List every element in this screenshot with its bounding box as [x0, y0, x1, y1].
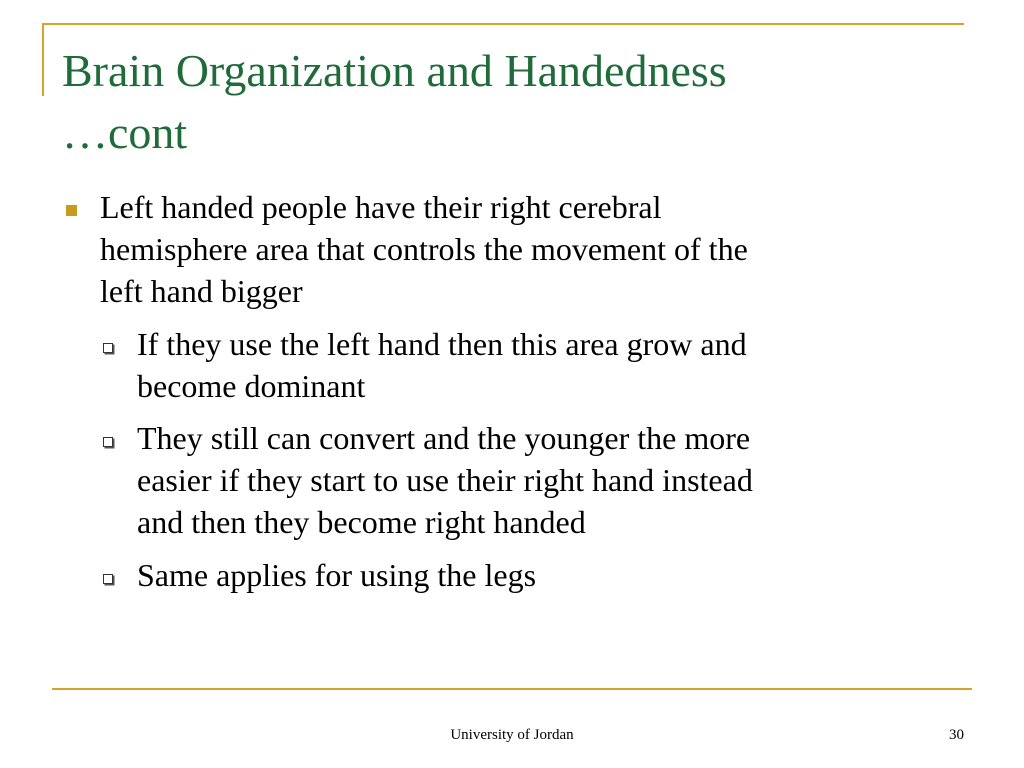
- slide-title: [62, 40, 962, 164]
- title-line-2: …cont: [62, 107, 188, 158]
- bullet-1-line-3: left hand bigger: [100, 273, 303, 309]
- bullet-item-4: [137, 554, 917, 596]
- hollow-square-bullet-icon: [103, 437, 113, 447]
- bullet-1-line-2: hemisphere area that controls the movement of the: [100, 231, 748, 267]
- frame-left-line: [42, 23, 44, 96]
- bullet-3-line-2: easier if they start to use their right hand instead: [137, 462, 753, 498]
- hollow-square-bullet-icon: [103, 574, 113, 584]
- page-number: 30: [949, 727, 964, 743]
- hollow-square-bullet-icon: [103, 343, 113, 353]
- square-bullet-icon: [66, 205, 77, 216]
- bullet-1-line-1: Left handed people have their right cerebral: [100, 189, 662, 225]
- bullet-item-2: [137, 323, 917, 407]
- bullet-3-line-3: and then they become right handed: [137, 504, 586, 540]
- bullet-2-line-1: If they use the left hand then this area grow and: [137, 326, 747, 362]
- bullet-3-line-1: They still can convert and the younger the more: [137, 420, 751, 456]
- bullet-item-1: [100, 186, 920, 312]
- title-line-1: Brain Organization and Handedness: [62, 45, 727, 96]
- footer-institution: University of Jordan: [450, 727, 574, 743]
- bullet-item-3: [137, 417, 917, 543]
- bullet-4-line-1: Same applies for using the legs: [137, 557, 537, 593]
- bullet-2-line-2: become dominant: [137, 368, 366, 404]
- frame-top-line: [42, 23, 964, 25]
- footer-divider: [52, 688, 972, 690]
